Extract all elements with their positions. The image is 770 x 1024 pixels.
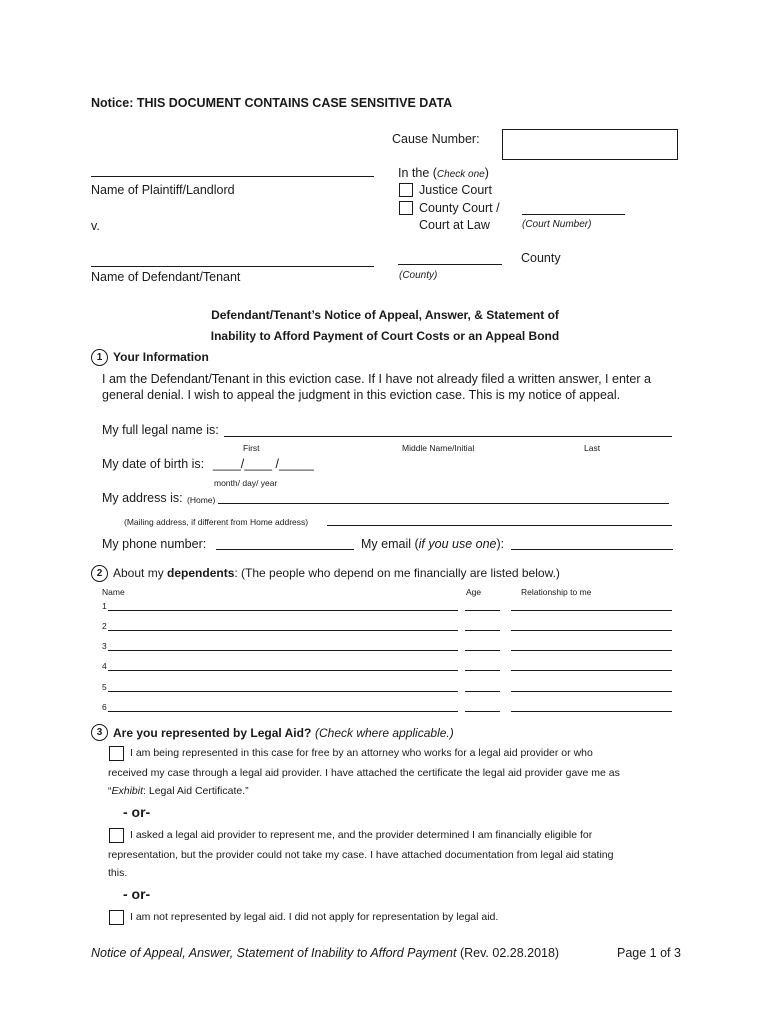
court-at-law-label: Court at Law [419,218,490,232]
or-separator-1: - or- [123,804,151,820]
full-name-line[interactable] [224,436,672,437]
section-2-heading: About my dependents: (The people who depend on me financially are listed below.) [113,566,560,580]
option2-line2: representation, but the provider could not take my case. I have attached documentation from legal aid stating [108,849,614,861]
not-represented-checkbox[interactable] [109,910,124,925]
court-number-line[interactable] [522,214,625,215]
option2-line1: I asked a legal aid provider to represent me, and the provider determined I am financially eligible for [130,829,593,841]
middle-name-hint: Middle Name/Initial [402,443,475,453]
dependent-relationship-line[interactable] [511,670,672,671]
dependent-row-number: 3 [102,641,107,651]
dependent-age-line[interactable] [465,711,500,712]
section-3-hint: (Check where applicable.) [315,726,454,740]
dependent-row-number: 5 [102,682,107,692]
address-label: My address is: [102,491,183,505]
dependent-name-line[interactable] [108,670,458,671]
section-1-paragraph-line2: general denial. I wish to appeal the judgment in this eviction case. This is my notice of appeal. [102,388,621,402]
phone-label: My phone number: [102,537,207,551]
dependent-row-number: 1 [102,601,107,611]
option3-text: I am not represented by legal aid. I did not apply for representation by legal aid. [130,911,499,923]
dependents-age-header: Age [466,587,482,597]
legal-aid-declined-checkbox[interactable] [109,828,124,843]
section-3-heading: Are you represented by Legal Aid? [113,726,312,740]
court-number-label: (Court Number) [522,219,592,230]
dependents-name-header: Name [102,587,125,597]
option1-line3: “Exhibit: Legal Aid Certificate.” [108,785,249,797]
justice-court-label: Justice Court [419,183,492,197]
dependent-age-line[interactable] [465,691,500,692]
section-number-2: 2 [91,565,108,582]
dependent-age-line[interactable] [465,650,500,651]
justice-court-checkbox[interactable] [399,183,413,197]
mailing-address-hint: (Mailing address, if different from Home address) [124,517,309,527]
court-selection-intro: In the (Check one) [398,166,489,180]
dependent-name-line[interactable] [108,711,458,712]
plaintiff-label: Name of Plaintiff/Landlord [91,183,235,197]
footer-form-title: Notice of Appeal, Answer, Statement of Inability to Afford Payment (Rev. 02.28.2018) [91,946,560,960]
plaintiff-name-line[interactable] [91,176,374,177]
dependent-row-number: 6 [102,702,107,712]
option1-line1: I am being represented in this case for free by an attorney who works for a legal aid provider or who [130,747,593,759]
county-court-checkbox[interactable] [399,201,413,215]
email-line[interactable] [511,549,673,550]
option2-line3: this. [108,867,128,879]
option1-line2: received my case through a legal aid provider. I have attached the certificate the legal aid provider gave me as [108,767,620,779]
dependents-relationship-header: Relationship to me [521,587,592,597]
versus-label: v. [91,219,100,233]
or-separator-2: - or- [123,886,151,902]
county-court-label: County Court / [419,201,500,215]
county-word: County [521,251,561,265]
dependent-relationship-line[interactable] [511,650,672,651]
home-address-hint: (Home) [187,495,216,505]
dependent-row-number: 2 [102,621,107,631]
section-number-3: 3 [91,724,108,741]
dependent-name-line[interactable] [108,610,458,611]
dependent-relationship-line[interactable] [511,711,672,712]
cause-number-label: Cause Number: [392,132,480,146]
dependent-relationship-line[interactable] [511,610,672,611]
section-1-paragraph-line1: I am the Defendant/Tenant in this eviction case. If I have not already filed a written answer, I enter a [102,372,651,386]
section-1-heading: Your Information [113,350,209,364]
county-label: (County) [399,270,438,281]
dob-hint: month/ day/ year [214,478,278,488]
form-title-line1: Defendant/Tenant’s Notice of Appeal, Answer, & Statement of [211,308,559,322]
page-number: Page 1 of 3 [617,946,681,960]
defendant-name-line[interactable] [91,266,374,267]
dependent-relationship-line[interactable] [511,691,672,692]
dependent-row-number: 4 [102,661,107,671]
email-label: My email (if you use one): [361,537,505,551]
last-name-hint: Last [584,443,601,453]
dob-label: My date of birth is: [102,457,205,471]
full-name-label: My full legal name is: [102,423,219,437]
mailing-address-line[interactable] [327,525,672,526]
home-address-line[interactable] [218,503,669,504]
dob-field[interactable]: ____/____ /_____ [213,457,314,471]
defendant-label: Name of Defendant/Tenant [91,270,241,284]
dependent-name-line[interactable] [108,630,458,631]
legal-aid-represented-checkbox[interactable] [109,746,124,761]
first-name-hint: First [243,443,260,453]
form-title-line2: Inability to Afford Payment of Court Costs or an Appeal Bond [210,329,560,343]
dependent-name-line[interactable] [108,650,458,651]
notice-heading: Notice: THIS DOCUMENT CONTAINS CASE SENSITIVE DATA [91,96,453,110]
section-number-1: 1 [91,349,108,366]
phone-line[interactable] [216,549,354,550]
dependent-age-line[interactable] [465,630,500,631]
county-line[interactable] [398,264,502,265]
dependent-relationship-line[interactable] [511,630,672,631]
dependent-name-line[interactable] [108,691,458,692]
cause-number-field[interactable] [502,129,678,160]
dependent-age-line[interactable] [465,610,500,611]
dependent-age-line[interactable] [465,670,500,671]
